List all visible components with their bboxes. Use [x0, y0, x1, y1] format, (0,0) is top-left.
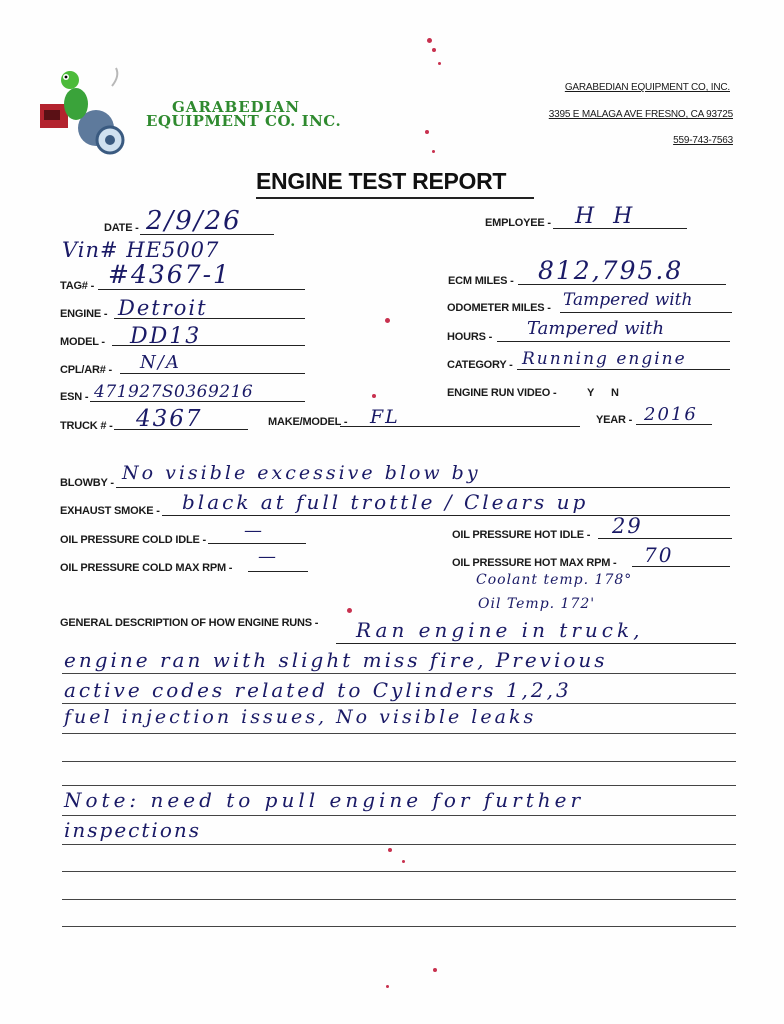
- truck-value[interactable]: 4367: [136, 406, 203, 432]
- coolant-temp-note[interactable]: Coolant temp. 178°: [476, 572, 633, 588]
- category-label: CATEGORY -: [447, 359, 513, 371]
- date-value[interactable]: 2/9/26: [146, 206, 242, 236]
- general-description-label: GENERAL DESCRIPTION OF HOW ENGINE RUNS -: [60, 617, 319, 629]
- ecm-miles-label: ECM MILES -: [448, 275, 514, 287]
- engine-value[interactable]: Detroit: [118, 296, 208, 320]
- logo-text-line2: EQUIPMENT CO. INC.: [146, 112, 342, 130]
- video-no-option[interactable]: N: [611, 387, 619, 399]
- report-title: ENGINE TEST REPORT: [256, 168, 507, 194]
- engine-label: ENGINE -: [60, 308, 108, 320]
- general-line-4[interactable]: fuel injection issues, No visible leaks: [64, 706, 537, 728]
- general-line-6[interactable]: Note: need to pull engine for further: [64, 788, 585, 812]
- truck-label: TRUCK # -: [60, 420, 113, 432]
- oil-temp-note[interactable]: Oil Temp. 172': [478, 596, 596, 612]
- oil-hot-idle-value[interactable]: 29: [612, 514, 643, 538]
- model-label: MODEL -: [60, 336, 105, 348]
- general-line-7[interactable]: inspections: [64, 818, 201, 842]
- year-value[interactable]: 2016: [644, 404, 698, 425]
- company-address: 3395 E MALAGA AVE FRESNO, CA 93725: [548, 109, 733, 120]
- video-label: ENGINE RUN VIDEO -: [447, 387, 557, 399]
- make-model-value[interactable]: FL: [370, 406, 400, 428]
- tag-label: TAG# -: [60, 280, 95, 292]
- cpl-value[interactable]: N/A: [140, 352, 181, 373]
- oil-cold-max-label: OIL PRESSURE COLD MAX RPM -: [60, 562, 233, 574]
- hours-label: HOURS -: [447, 331, 493, 343]
- hours-value[interactable]: Tampered with: [527, 318, 665, 339]
- blowby-label: BLOWBY -: [60, 477, 114, 489]
- tag-value[interactable]: #4367-1: [108, 260, 231, 289]
- esn-label: ESN -: [60, 391, 89, 403]
- oil-cold-idle-dash: —: [244, 520, 264, 541]
- oil-cold-idle-label: OIL PRESSURE COLD IDLE -: [60, 534, 206, 546]
- ecm-miles-value[interactable]: 812,795.8: [538, 256, 684, 285]
- exhaust-smoke-value[interactable]: black at full trottle / Clears up: [182, 490, 589, 514]
- category-value[interactable]: Running engine: [522, 349, 687, 369]
- general-line-1[interactable]: Ran engine in truck,: [356, 618, 644, 642]
- oil-hot-idle-label: OIL PRESSURE HOT IDLE -: [452, 529, 591, 541]
- logo-text-line1: GARABEDIAN: [172, 98, 301, 116]
- date-label: DATE -: [104, 222, 139, 234]
- general-line-2[interactable]: engine ran with slight miss fire, Previous: [64, 648, 608, 672]
- company-phone: 559-743-7563: [673, 135, 733, 146]
- cpl-label: CPL/AR# -: [60, 364, 112, 376]
- company-name: GARABEDIAN EQUIPMENT CO, INC.: [564, 82, 730, 93]
- general-line-3[interactable]: active codes related to Cylinders 1,2,3: [64, 678, 572, 702]
- exhaust-smoke-label: EXHAUST SMOKE -: [60, 505, 160, 517]
- oil-cold-max-dash: —: [258, 546, 278, 567]
- oil-hot-max-value[interactable]: 70: [644, 543, 674, 567]
- company-logo: [36, 66, 136, 162]
- blowby-value[interactable]: No visible excessive blow by: [122, 462, 481, 484]
- odometer-label: ODOMETER MILES -: [447, 302, 551, 314]
- odometer-value[interactable]: Tampered with: [563, 290, 693, 310]
- esn-value[interactable]: 471927S0369216: [94, 382, 254, 402]
- model-value[interactable]: DD13: [130, 324, 202, 349]
- employee-value[interactable]: H H: [575, 204, 639, 229]
- make-model-label: MAKE/MODEL -: [268, 416, 348, 428]
- vin-value[interactable]: Vin# HE5007: [62, 238, 220, 262]
- oil-hot-max-label: OIL PRESSURE HOT MAX RPM -: [452, 557, 617, 569]
- video-yes-option[interactable]: Y: [587, 387, 595, 399]
- year-label: YEAR -: [596, 414, 633, 426]
- employee-label: EMPLOYEE -: [485, 217, 551, 229]
